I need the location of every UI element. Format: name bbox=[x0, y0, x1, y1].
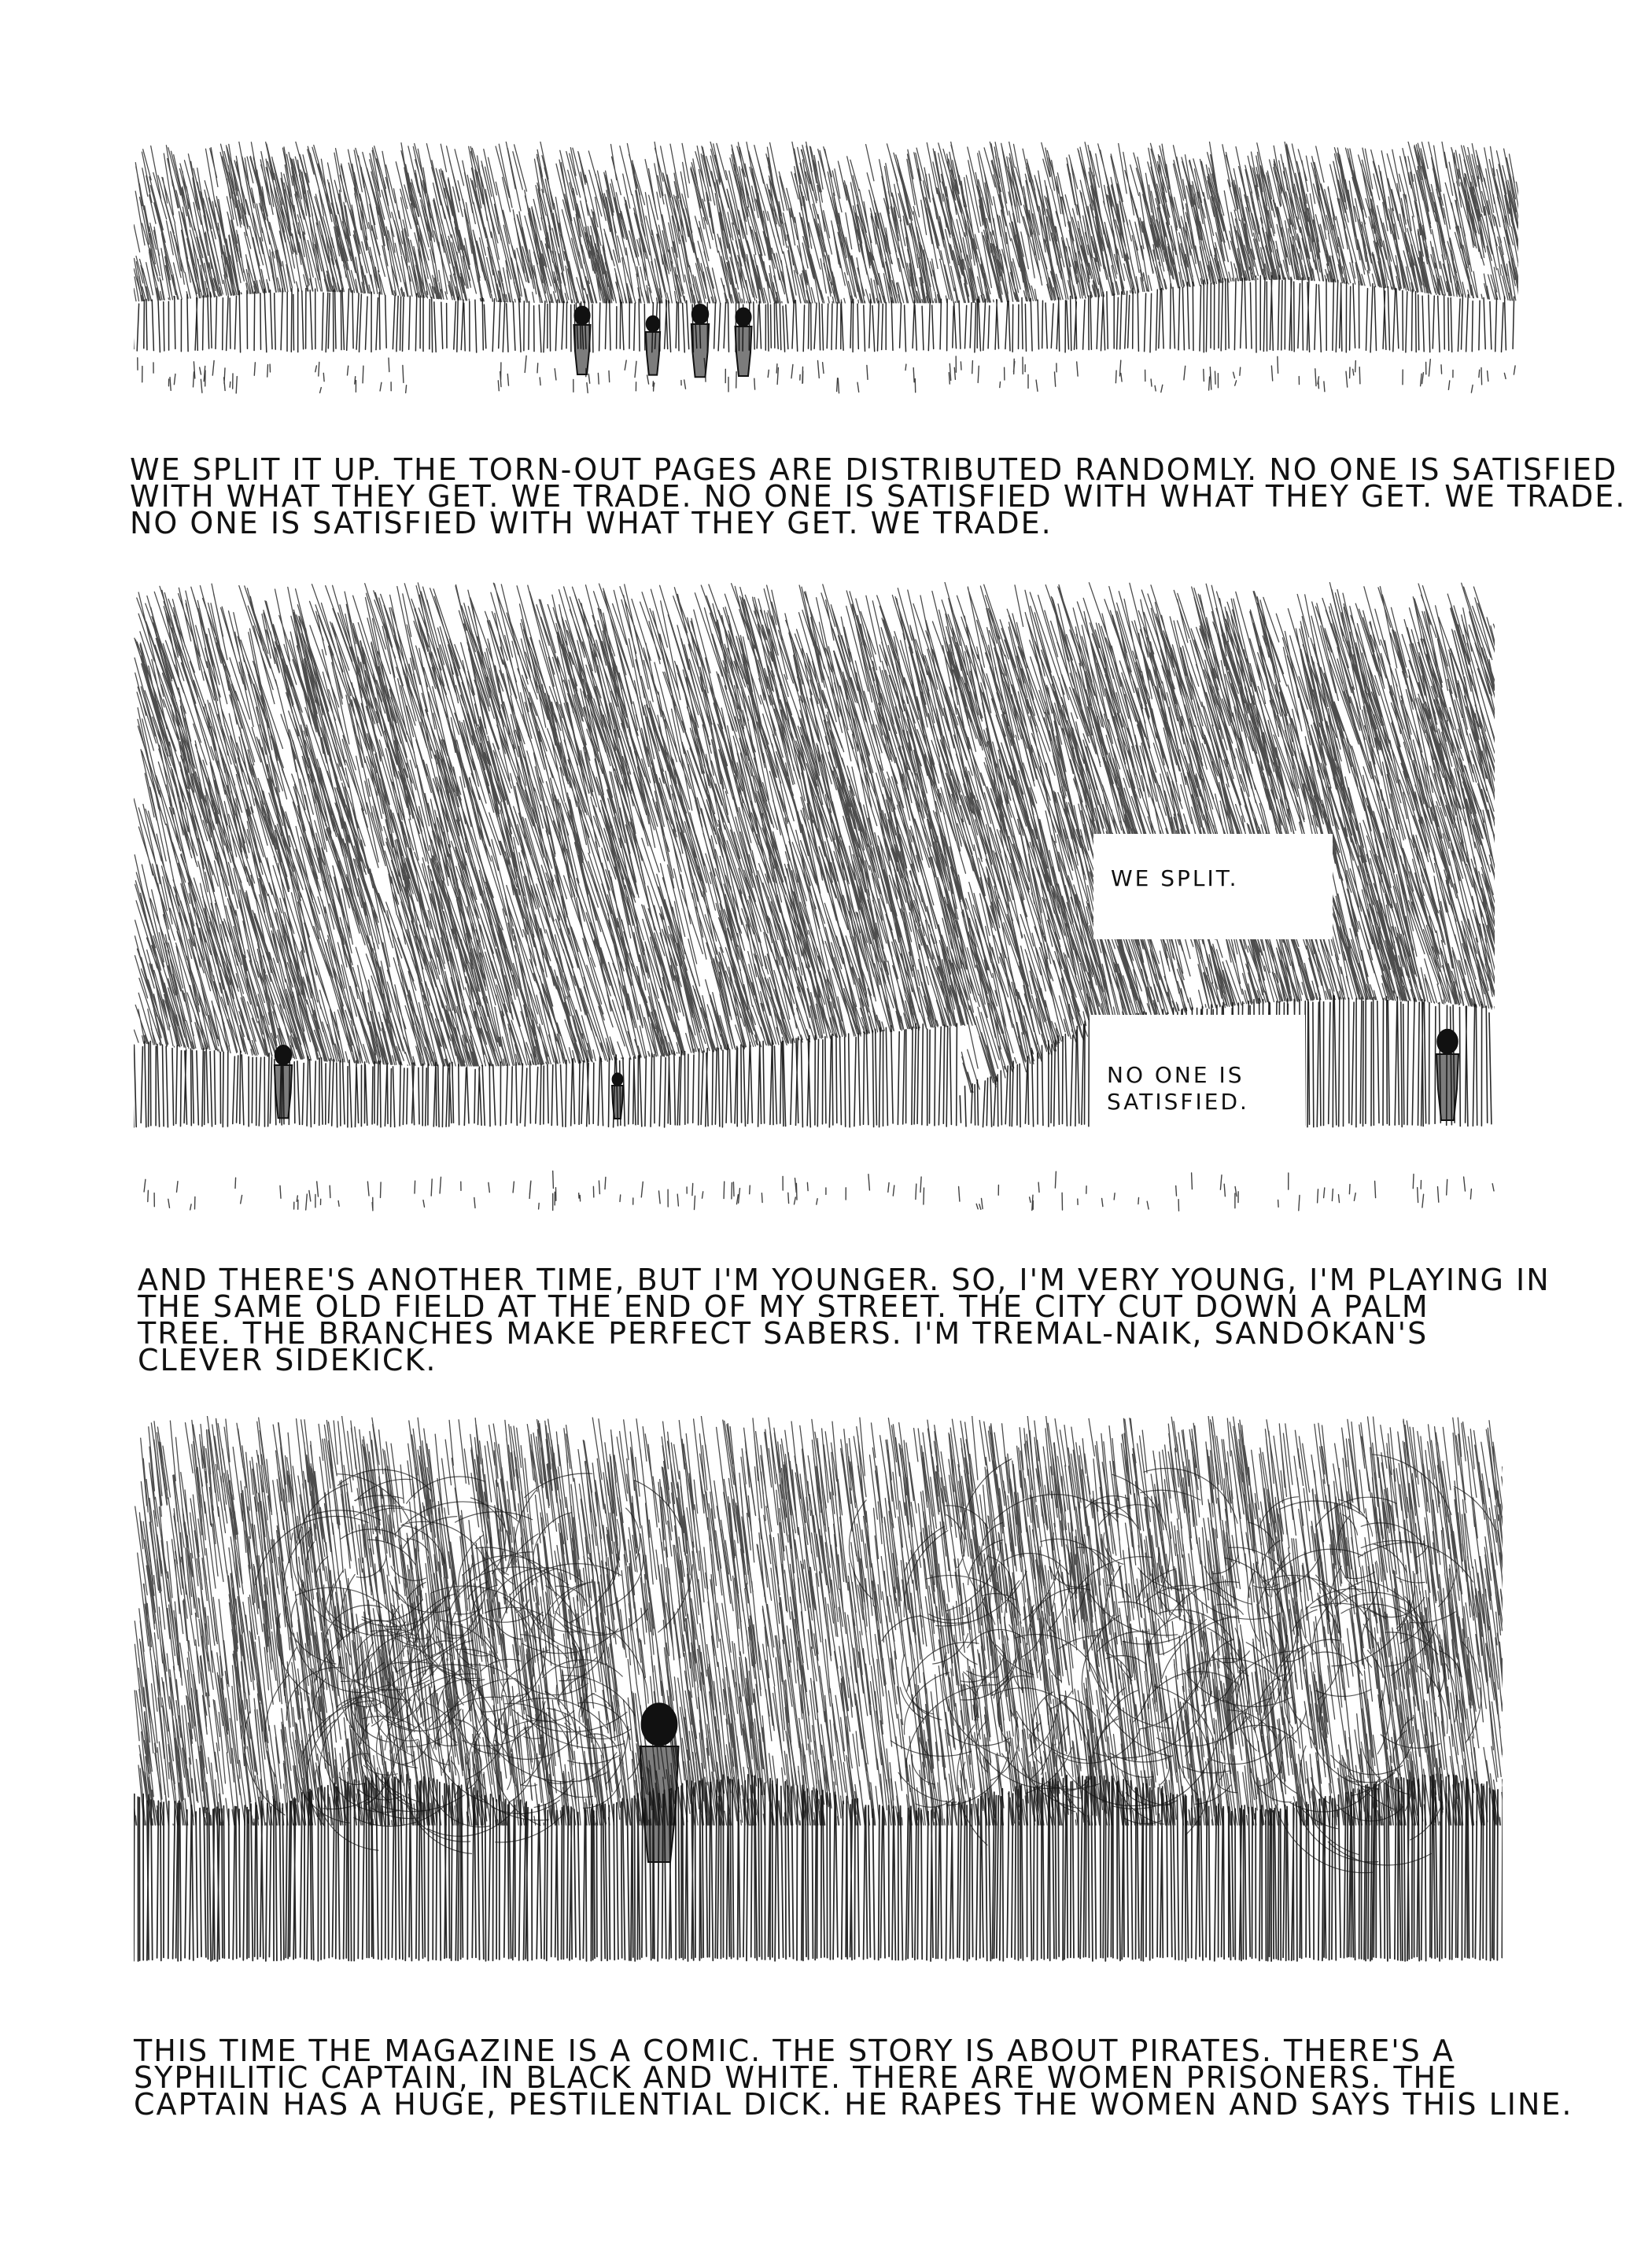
rain-hatching bbox=[134, 142, 1518, 303]
caption-line: THIS TIME THE MAGAZINE IS A COMIC. THE STORY IS ABOUT PIRATES. THERE'S A bbox=[134, 2034, 1455, 2068]
caption-line: NO ONE IS SATISFIED WITH WHAT THEY GET. WE TRADE. bbox=[130, 506, 1053, 540]
caption-line: AND THERE'S ANOTHER TIME, BUT I'M YOUNGER. SO, I'M VERY YOUNG, I'M PLAYING IN bbox=[138, 1263, 1551, 1297]
caption-line: CAPTAIN HAS A HUGE, PESTILENTIAL DICK. HE RAPES THE WOMEN AND SAYS THIS LINE. bbox=[134, 2087, 1573, 2122]
child-figure bbox=[646, 316, 660, 375]
panel-storm-field-art bbox=[134, 1416, 1503, 1967]
caption-line: WE SPLIT IT UP. THE TORN-OUT PAGES ARE DISTRIBUTED RANDOMLY. NO ONE IS SATISFIED bbox=[130, 452, 1618, 487]
child-figure bbox=[574, 307, 591, 374]
child-figure bbox=[691, 304, 709, 377]
caption-box-text: SATISFIED. bbox=[1107, 1089, 1249, 1115]
panel-storm-field bbox=[134, 1416, 1503, 1967]
grass-line bbox=[134, 275, 1514, 352]
caption-line: THE SAME OLD FIELD AT THE END OF MY STREET. THE CITY CUT DOWN A PALM bbox=[138, 1289, 1429, 1324]
caption-box-we-split bbox=[1093, 834, 1333, 939]
caption-box-no-one-satisfied bbox=[1090, 1015, 1305, 1139]
foreground-tufts bbox=[144, 1171, 1494, 1211]
caption-line: SYPHILITIC CAPTAIN, IN BLACK AND WHITE. THERE ARE WOMEN PRISONERS. THE bbox=[134, 2060, 1458, 2095]
child-with-saber bbox=[640, 1703, 679, 1862]
child-figure bbox=[736, 308, 752, 376]
walking-figure-center bbox=[612, 1073, 623, 1119]
caption-younger-memory bbox=[138, 1263, 1551, 1377]
panel-field-group-art bbox=[134, 142, 1518, 401]
caption-distribution bbox=[130, 452, 1627, 540]
caption-comic-magazine bbox=[134, 2034, 1573, 2122]
caption-box-text: NO ONE IS bbox=[1107, 1062, 1245, 1088]
rain-hatching bbox=[135, 1416, 1503, 1825]
walking-figure-left bbox=[275, 1045, 292, 1118]
walking-figure-right bbox=[1436, 1030, 1458, 1120]
panel-field-group bbox=[134, 142, 1518, 401]
caption-line: WITH WHAT THEY GET. WE TRADE. NO ONE IS SATISFIED WITH WHAT THEY GET. WE TRADE. bbox=[130, 479, 1627, 514]
caption-line: CLEVER SIDEKICK. bbox=[138, 1343, 437, 1377]
caption-box-text: WE SPLIT. bbox=[1111, 865, 1239, 891]
foreground-tufts bbox=[138, 356, 1515, 393]
caption-line: TREE. THE BRANCHES MAKE PERFECT SABERS. I'M TREMAL-NAIK, SANDOKAN'S bbox=[138, 1316, 1429, 1351]
